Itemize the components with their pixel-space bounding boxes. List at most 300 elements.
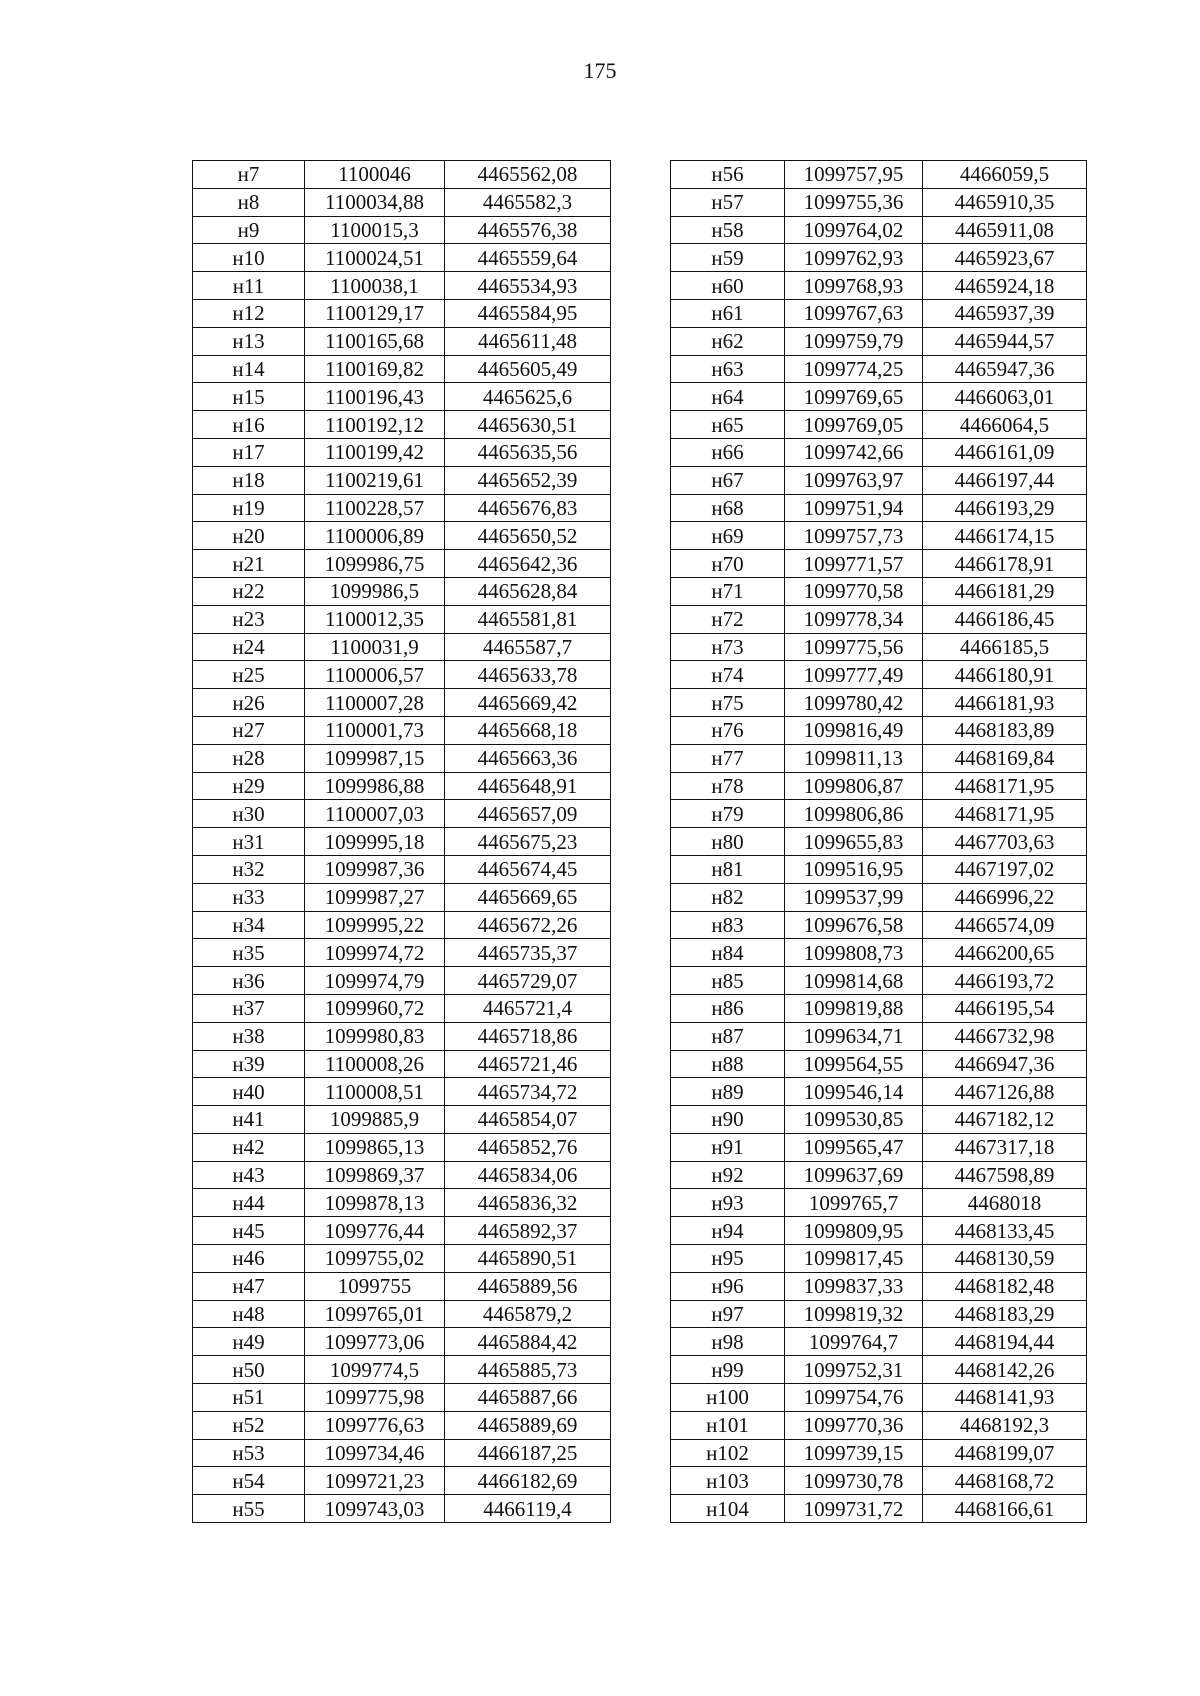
y-coordinate-cell: 4465675,23 xyxy=(445,828,611,856)
point-name-cell: н18 xyxy=(193,466,305,494)
point-name-cell: н85 xyxy=(671,967,785,995)
y-coordinate-cell: 4465663,36 xyxy=(445,744,611,772)
y-coordinate-cell: 4466181,93 xyxy=(923,689,1087,717)
y-coordinate-cell: 4465668,18 xyxy=(445,716,611,744)
point-name-cell: н77 xyxy=(671,744,785,772)
x-coordinate-cell: 1100008,51 xyxy=(305,1078,445,1106)
y-coordinate-cell: 4468166,61 xyxy=(923,1495,1087,1523)
table-row xyxy=(193,1078,611,1106)
y-coordinate-cell: 4466187,25 xyxy=(445,1439,611,1467)
point-name-cell: н32 xyxy=(193,855,305,883)
x-coordinate-cell: 1099764,02 xyxy=(785,216,923,244)
point-name-cell: н16 xyxy=(193,411,305,439)
x-coordinate-cell: 1099986,75 xyxy=(305,550,445,578)
x-coordinate-cell: 1100046 xyxy=(305,161,445,189)
table-row xyxy=(193,1245,611,1273)
point-name-cell: н102 xyxy=(671,1439,785,1467)
y-coordinate-cell: 4466732,98 xyxy=(923,1022,1087,1050)
point-name-cell: н52 xyxy=(193,1411,305,1439)
x-coordinate-cell: 1100228,57 xyxy=(305,494,445,522)
x-coordinate-cell: 1099754,76 xyxy=(785,1384,923,1412)
table-row xyxy=(671,772,1087,800)
y-coordinate-cell: 4466200,65 xyxy=(923,939,1087,967)
table-row xyxy=(671,355,1087,383)
x-coordinate-cell: 1099987,27 xyxy=(305,883,445,911)
point-name-cell: н19 xyxy=(193,494,305,522)
table-row xyxy=(193,828,611,856)
y-coordinate-cell: 4465721,46 xyxy=(445,1050,611,1078)
y-coordinate-cell: 4468182,48 xyxy=(923,1272,1087,1300)
point-name-cell: н23 xyxy=(193,605,305,633)
x-coordinate-cell: 1099775,56 xyxy=(785,633,923,661)
table-row xyxy=(671,1050,1087,1078)
point-name-cell: н24 xyxy=(193,633,305,661)
point-name-cell: н81 xyxy=(671,855,785,883)
y-coordinate-cell: 4468168,72 xyxy=(923,1467,1087,1495)
point-name-cell: н65 xyxy=(671,411,785,439)
point-name-cell: н12 xyxy=(193,299,305,327)
y-coordinate-cell: 4465734,72 xyxy=(445,1078,611,1106)
table-row xyxy=(671,633,1087,661)
table-row xyxy=(193,633,611,661)
x-coordinate-cell: 1099809,95 xyxy=(785,1217,923,1245)
x-coordinate-cell: 1099806,86 xyxy=(785,800,923,828)
x-coordinate-cell: 1099774,25 xyxy=(785,355,923,383)
point-name-cell: н46 xyxy=(193,1245,305,1273)
table-row xyxy=(193,883,611,911)
table-row xyxy=(671,661,1087,689)
point-name-cell: н13 xyxy=(193,327,305,355)
x-coordinate-cell: 1099767,63 xyxy=(785,299,923,327)
x-coordinate-cell: 1099777,49 xyxy=(785,661,923,689)
point-name-cell: н34 xyxy=(193,911,305,939)
coordinates-table-right xyxy=(670,160,1087,1523)
x-coordinate-cell: 1099751,94 xyxy=(785,494,923,522)
y-coordinate-cell: 4468183,89 xyxy=(923,716,1087,744)
table-row xyxy=(671,522,1087,550)
x-coordinate-cell: 1100006,57 xyxy=(305,661,445,689)
y-coordinate-cell: 4465885,73 xyxy=(445,1356,611,1384)
y-coordinate-cell: 4465854,07 xyxy=(445,1106,611,1134)
y-coordinate-cell: 4465944,57 xyxy=(923,327,1087,355)
table-row xyxy=(671,161,1087,189)
x-coordinate-cell: 1099530,85 xyxy=(785,1106,923,1134)
x-coordinate-cell: 1099743,03 xyxy=(305,1495,445,1523)
y-coordinate-cell: 4468199,07 xyxy=(923,1439,1087,1467)
point-name-cell: н79 xyxy=(671,800,785,828)
y-coordinate-cell: 4466178,91 xyxy=(923,550,1087,578)
table-row xyxy=(671,911,1087,939)
table-row xyxy=(193,522,611,550)
table-row xyxy=(671,383,1087,411)
point-name-cell: н30 xyxy=(193,800,305,828)
y-coordinate-cell: 4465581,81 xyxy=(445,605,611,633)
y-coordinate-cell: 4466180,91 xyxy=(923,661,1087,689)
x-coordinate-cell: 1100199,42 xyxy=(305,438,445,466)
table-row xyxy=(193,383,611,411)
table-row xyxy=(671,744,1087,772)
y-coordinate-cell: 4465892,37 xyxy=(445,1217,611,1245)
x-coordinate-cell: 1100001,73 xyxy=(305,716,445,744)
table-row xyxy=(193,855,611,883)
y-coordinate-cell: 4465947,36 xyxy=(923,355,1087,383)
table-row xyxy=(193,689,611,717)
point-name-cell: н104 xyxy=(671,1495,785,1523)
table-row xyxy=(671,716,1087,744)
table-row xyxy=(671,216,1087,244)
table-row xyxy=(671,1328,1087,1356)
y-coordinate-cell: 4465676,83 xyxy=(445,494,611,522)
point-name-cell: н56 xyxy=(671,161,785,189)
x-coordinate-cell: 1099776,44 xyxy=(305,1217,445,1245)
y-coordinate-cell: 4465910,35 xyxy=(923,188,1087,216)
table-row xyxy=(193,272,611,300)
y-coordinate-cell: 4468171,95 xyxy=(923,800,1087,828)
y-coordinate-cell: 4465562,08 xyxy=(445,161,611,189)
point-name-cell: н100 xyxy=(671,1384,785,1412)
x-coordinate-cell: 1099734,46 xyxy=(305,1439,445,1467)
point-name-cell: н33 xyxy=(193,883,305,911)
x-coordinate-cell: 1099776,63 xyxy=(305,1411,445,1439)
point-name-cell: н93 xyxy=(671,1189,785,1217)
x-coordinate-cell: 1099676,58 xyxy=(785,911,923,939)
point-name-cell: н9 xyxy=(193,216,305,244)
x-coordinate-cell: 1100024,51 xyxy=(305,244,445,272)
table-row xyxy=(671,550,1087,578)
x-coordinate-cell: 1099771,57 xyxy=(785,550,923,578)
y-coordinate-cell: 4466197,44 xyxy=(923,466,1087,494)
table-row xyxy=(193,1300,611,1328)
x-coordinate-cell: 1099770,36 xyxy=(785,1411,923,1439)
x-coordinate-cell: 1099987,36 xyxy=(305,855,445,883)
coordinates-table-left xyxy=(192,160,611,1523)
x-coordinate-cell: 1099773,06 xyxy=(305,1328,445,1356)
table-row xyxy=(671,605,1087,633)
y-coordinate-cell: 4468130,59 xyxy=(923,1245,1087,1273)
y-coordinate-cell: 4466186,45 xyxy=(923,605,1087,633)
table-row xyxy=(193,244,611,272)
table-row xyxy=(193,1189,611,1217)
table-row xyxy=(193,1217,611,1245)
point-name-cell: н62 xyxy=(671,327,785,355)
table-row xyxy=(671,939,1087,967)
point-name-cell: н26 xyxy=(193,689,305,717)
table-row xyxy=(671,1078,1087,1106)
x-coordinate-cell: 1100196,43 xyxy=(305,383,445,411)
y-coordinate-cell: 4465642,36 xyxy=(445,550,611,578)
y-coordinate-cell: 4467197,02 xyxy=(923,855,1087,883)
x-coordinate-cell: 1099516,95 xyxy=(785,855,923,883)
point-name-cell: н49 xyxy=(193,1328,305,1356)
point-name-cell: н40 xyxy=(193,1078,305,1106)
point-name-cell: н97 xyxy=(671,1300,785,1328)
x-coordinate-cell: 1100012,35 xyxy=(305,605,445,633)
y-coordinate-cell: 4465924,18 xyxy=(923,272,1087,300)
table-row xyxy=(193,494,611,522)
x-coordinate-cell: 1099537,99 xyxy=(785,883,923,911)
x-coordinate-cell: 1099742,66 xyxy=(785,438,923,466)
point-name-cell: н74 xyxy=(671,661,785,689)
point-name-cell: н58 xyxy=(671,216,785,244)
y-coordinate-cell: 4466193,72 xyxy=(923,967,1087,995)
x-coordinate-cell: 1099752,31 xyxy=(785,1356,923,1384)
point-name-cell: н80 xyxy=(671,828,785,856)
table-row xyxy=(193,438,611,466)
x-coordinate-cell: 1099980,83 xyxy=(305,1022,445,1050)
point-name-cell: н25 xyxy=(193,661,305,689)
x-coordinate-cell: 1099755,02 xyxy=(305,1245,445,1273)
x-coordinate-cell: 1099817,45 xyxy=(785,1245,923,1273)
x-coordinate-cell: 1099811,13 xyxy=(785,744,923,772)
x-coordinate-cell: 1100006,89 xyxy=(305,522,445,550)
point-name-cell: н54 xyxy=(193,1467,305,1495)
y-coordinate-cell: 4466182,69 xyxy=(445,1467,611,1495)
table-row xyxy=(193,1161,611,1189)
point-name-cell: н7 xyxy=(193,161,305,189)
x-coordinate-cell: 1099974,79 xyxy=(305,967,445,995)
y-coordinate-cell: 4465633,78 xyxy=(445,661,611,689)
y-coordinate-cell: 4465890,51 xyxy=(445,1245,611,1273)
table-row xyxy=(193,327,611,355)
table-row xyxy=(193,550,611,578)
point-name-cell: н44 xyxy=(193,1189,305,1217)
y-coordinate-cell: 4465889,56 xyxy=(445,1272,611,1300)
table-row xyxy=(671,577,1087,605)
x-coordinate-cell: 1099655,83 xyxy=(785,828,923,856)
x-coordinate-cell: 1099819,32 xyxy=(785,1300,923,1328)
x-coordinate-cell: 1099768,93 xyxy=(785,272,923,300)
x-coordinate-cell: 1099995,18 xyxy=(305,828,445,856)
y-coordinate-cell: 4465559,64 xyxy=(445,244,611,272)
table-row xyxy=(193,466,611,494)
x-coordinate-cell: 1099987,15 xyxy=(305,744,445,772)
point-name-cell: н28 xyxy=(193,744,305,772)
x-coordinate-cell: 1099739,15 xyxy=(785,1439,923,1467)
table-row xyxy=(671,1245,1087,1273)
table-row xyxy=(193,1050,611,1078)
y-coordinate-cell: 4465584,95 xyxy=(445,299,611,327)
x-coordinate-cell: 1100219,61 xyxy=(305,466,445,494)
table-row xyxy=(193,299,611,327)
point-name-cell: н41 xyxy=(193,1106,305,1134)
table-row xyxy=(671,494,1087,522)
x-coordinate-cell: 1099764,7 xyxy=(785,1328,923,1356)
x-coordinate-cell: 1099837,33 xyxy=(785,1272,923,1300)
x-coordinate-cell: 1099778,34 xyxy=(785,605,923,633)
x-coordinate-cell: 1100129,17 xyxy=(305,299,445,327)
x-coordinate-cell: 1099885,9 xyxy=(305,1106,445,1134)
y-coordinate-cell: 4465911,08 xyxy=(923,216,1087,244)
table-row xyxy=(193,1495,611,1523)
table-row xyxy=(671,967,1087,995)
table-row xyxy=(671,1384,1087,1412)
x-coordinate-cell: 1100165,68 xyxy=(305,327,445,355)
table-row xyxy=(671,1022,1087,1050)
point-name-cell: н59 xyxy=(671,244,785,272)
table-row xyxy=(671,327,1087,355)
point-name-cell: н14 xyxy=(193,355,305,383)
x-coordinate-cell: 1099637,69 xyxy=(785,1161,923,1189)
point-name-cell: н15 xyxy=(193,383,305,411)
x-coordinate-cell: 1100008,26 xyxy=(305,1050,445,1078)
y-coordinate-cell: 4465587,7 xyxy=(445,633,611,661)
table-row xyxy=(671,1300,1087,1328)
y-coordinate-cell: 4465937,39 xyxy=(923,299,1087,327)
point-name-cell: н91 xyxy=(671,1133,785,1161)
y-coordinate-cell: 4465628,84 xyxy=(445,577,611,605)
point-name-cell: н73 xyxy=(671,633,785,661)
point-name-cell: н69 xyxy=(671,522,785,550)
y-coordinate-cell: 4468192,3 xyxy=(923,1411,1087,1439)
y-coordinate-cell: 4466174,15 xyxy=(923,522,1087,550)
x-coordinate-cell: 1099763,97 xyxy=(785,466,923,494)
point-name-cell: н38 xyxy=(193,1022,305,1050)
y-coordinate-cell: 4465879,2 xyxy=(445,1300,611,1328)
table-row xyxy=(193,355,611,383)
point-name-cell: н17 xyxy=(193,438,305,466)
y-coordinate-cell: 4465669,65 xyxy=(445,883,611,911)
table-row xyxy=(671,1217,1087,1245)
y-coordinate-cell: 4465884,42 xyxy=(445,1328,611,1356)
y-coordinate-cell: 4465923,67 xyxy=(923,244,1087,272)
table-row xyxy=(193,744,611,772)
table-row xyxy=(671,689,1087,717)
x-coordinate-cell: 1100169,82 xyxy=(305,355,445,383)
y-coordinate-cell: 4468133,45 xyxy=(923,1217,1087,1245)
point-name-cell: н61 xyxy=(671,299,785,327)
point-name-cell: н35 xyxy=(193,939,305,967)
x-coordinate-cell: 1100015,3 xyxy=(305,216,445,244)
x-coordinate-cell: 1099765,7 xyxy=(785,1189,923,1217)
x-coordinate-cell: 1100007,03 xyxy=(305,800,445,828)
point-name-cell: н89 xyxy=(671,1078,785,1106)
point-name-cell: н60 xyxy=(671,272,785,300)
point-name-cell: н86 xyxy=(671,994,785,1022)
x-coordinate-cell: 1100034,88 xyxy=(305,188,445,216)
x-coordinate-cell: 1099816,49 xyxy=(785,716,923,744)
point-name-cell: н95 xyxy=(671,1245,785,1273)
y-coordinate-cell: 4465652,39 xyxy=(445,466,611,494)
table-row xyxy=(671,1272,1087,1300)
table-row xyxy=(193,161,611,189)
x-coordinate-cell: 1099808,73 xyxy=(785,939,923,967)
table-row xyxy=(193,661,611,689)
x-coordinate-cell: 1100038,1 xyxy=(305,272,445,300)
y-coordinate-cell: 4466119,4 xyxy=(445,1495,611,1523)
table-row xyxy=(671,883,1087,911)
point-name-cell: н78 xyxy=(671,772,785,800)
table-row xyxy=(193,188,611,216)
y-coordinate-cell: 4465729,07 xyxy=(445,967,611,995)
y-coordinate-cell: 4468171,95 xyxy=(923,772,1087,800)
table-row xyxy=(193,1022,611,1050)
x-coordinate-cell: 1099565,47 xyxy=(785,1133,923,1161)
x-coordinate-cell: 1099731,72 xyxy=(785,1495,923,1523)
table-row xyxy=(671,466,1087,494)
point-name-cell: н70 xyxy=(671,550,785,578)
table-row xyxy=(671,299,1087,327)
point-name-cell: н48 xyxy=(193,1300,305,1328)
table-row xyxy=(193,1467,611,1495)
table-row xyxy=(193,967,611,995)
x-coordinate-cell: 1099564,55 xyxy=(785,1050,923,1078)
point-name-cell: н22 xyxy=(193,577,305,605)
point-name-cell: н82 xyxy=(671,883,785,911)
y-coordinate-cell: 4468141,93 xyxy=(923,1384,1087,1412)
y-coordinate-cell: 4465625,6 xyxy=(445,383,611,411)
table-row xyxy=(671,828,1087,856)
y-coordinate-cell: 4466059,5 xyxy=(923,161,1087,189)
point-name-cell: н99 xyxy=(671,1356,785,1384)
table-row xyxy=(193,994,611,1022)
point-name-cell: н29 xyxy=(193,772,305,800)
point-name-cell: н10 xyxy=(193,244,305,272)
x-coordinate-cell: 1099806,87 xyxy=(785,772,923,800)
y-coordinate-cell: 4465721,4 xyxy=(445,994,611,1022)
point-name-cell: н37 xyxy=(193,994,305,1022)
table-row xyxy=(193,1328,611,1356)
table-row xyxy=(193,772,611,800)
point-name-cell: н92 xyxy=(671,1161,785,1189)
x-coordinate-cell: 1099960,72 xyxy=(305,994,445,1022)
x-coordinate-cell: 1099546,14 xyxy=(785,1078,923,1106)
point-name-cell: н31 xyxy=(193,828,305,856)
x-coordinate-cell: 1099755,36 xyxy=(785,188,923,216)
y-coordinate-cell: 4465887,66 xyxy=(445,1384,611,1412)
table-row xyxy=(193,411,611,439)
x-coordinate-cell: 1099769,05 xyxy=(785,411,923,439)
point-name-cell: н71 xyxy=(671,577,785,605)
table-row xyxy=(671,1411,1087,1439)
x-coordinate-cell: 1100007,28 xyxy=(305,689,445,717)
x-coordinate-cell: 1099769,65 xyxy=(785,383,923,411)
point-name-cell: н53 xyxy=(193,1439,305,1467)
point-name-cell: н68 xyxy=(671,494,785,522)
table-row xyxy=(193,1384,611,1412)
y-coordinate-cell: 4466161,09 xyxy=(923,438,1087,466)
y-coordinate-cell: 4467317,18 xyxy=(923,1133,1087,1161)
y-coordinate-cell: 4466947,36 xyxy=(923,1050,1087,1078)
y-coordinate-cell: 4465534,93 xyxy=(445,272,611,300)
point-name-cell: н64 xyxy=(671,383,785,411)
y-coordinate-cell: 4468018 xyxy=(923,1189,1087,1217)
y-coordinate-cell: 4467598,89 xyxy=(923,1161,1087,1189)
y-coordinate-cell: 4465630,51 xyxy=(445,411,611,439)
x-coordinate-cell: 1099730,78 xyxy=(785,1467,923,1495)
x-coordinate-cell: 1099819,88 xyxy=(785,994,923,1022)
point-name-cell: н67 xyxy=(671,466,785,494)
table-row xyxy=(671,800,1087,828)
table-row xyxy=(671,1133,1087,1161)
point-name-cell: н21 xyxy=(193,550,305,578)
table-row xyxy=(193,1356,611,1384)
point-name-cell: н83 xyxy=(671,911,785,939)
table-row xyxy=(671,1356,1087,1384)
y-coordinate-cell: 4465605,49 xyxy=(445,355,611,383)
y-coordinate-cell: 4466063,01 xyxy=(923,383,1087,411)
x-coordinate-cell: 1099869,37 xyxy=(305,1161,445,1189)
y-coordinate-cell: 4465672,26 xyxy=(445,911,611,939)
point-name-cell: н20 xyxy=(193,522,305,550)
table-row xyxy=(193,800,611,828)
y-coordinate-cell: 4465718,86 xyxy=(445,1022,611,1050)
table-row xyxy=(193,1272,611,1300)
point-name-cell: н57 xyxy=(671,188,785,216)
point-name-cell: н39 xyxy=(193,1050,305,1078)
x-coordinate-cell: 1099757,73 xyxy=(785,522,923,550)
point-name-cell: н66 xyxy=(671,438,785,466)
point-name-cell: н72 xyxy=(671,605,785,633)
